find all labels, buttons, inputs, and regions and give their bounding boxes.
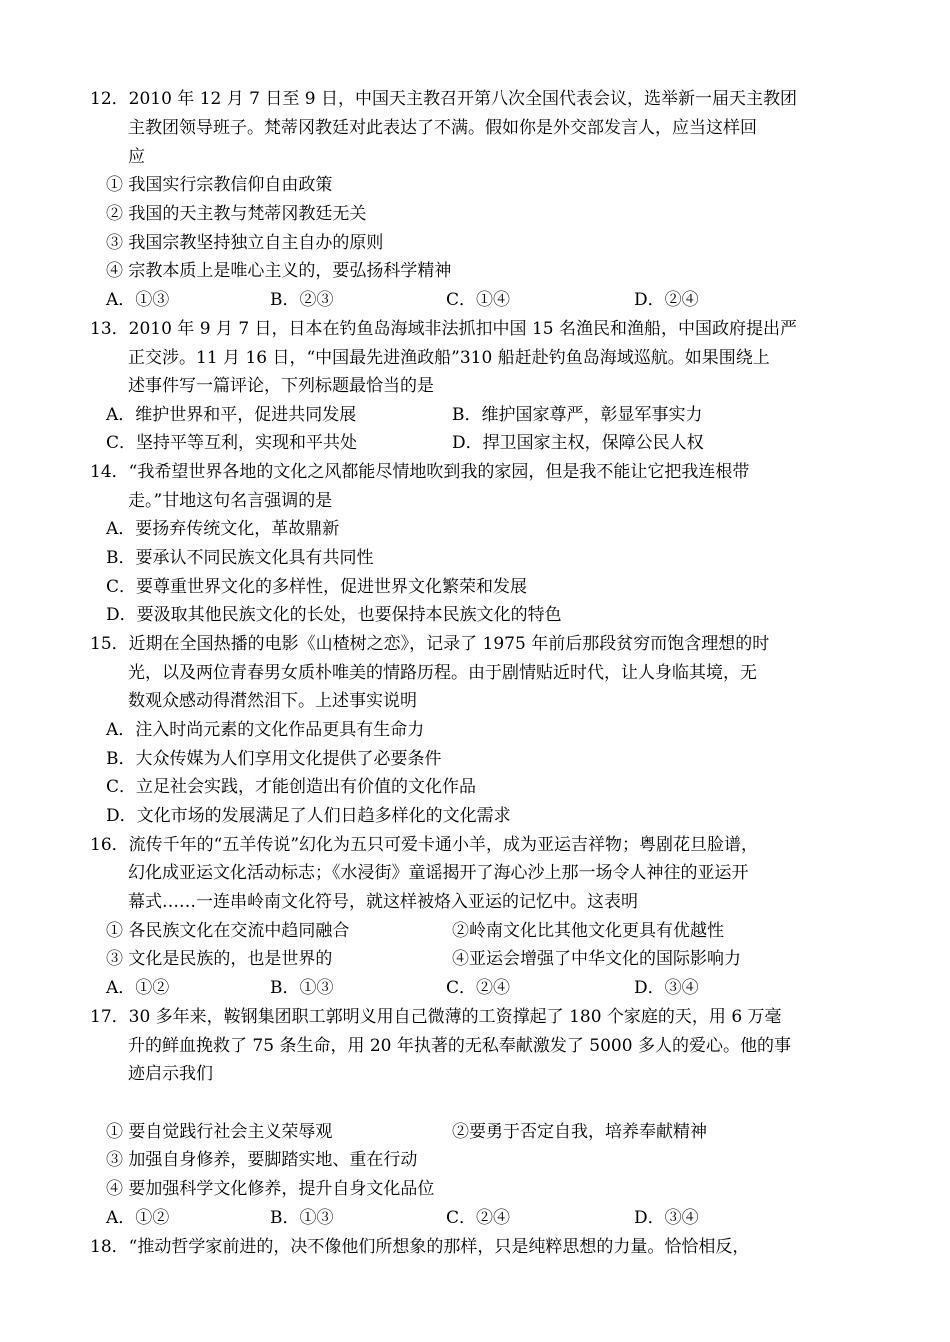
question-15-choice-a: A．注入时尚元素的文化作品更具有生命力 [106,720,425,740]
question-13-stem-line-1: 13．2010 年 9 月 7 日，日本在钓鱼岛海域非法抓扣中国 15 名渔民和渔船，中国政府提出严 [90,319,797,339]
question-13-choice-c: C．坚持平等互利，实现和平共处 [106,433,358,453]
question-12-stem-line-1: 12．2010 年 12 月 7 日至 9 日，中国天主教召开第八次全国代表会议，选举新一届天主教团 [90,89,797,109]
question-17-item-1: ① 要自觉践行社会主义荣辱观 [106,1122,333,1142]
question-15-choice-c: C．立足社会实践，才能创造出有价值的文化作品 [106,777,477,797]
question-15-choice-b: B．大众传媒为人们享用文化提供了必要条件 [106,749,442,769]
question-14-choice-d: D．要汲取其他民族文化的长处，也要保持本民族文化的特色 [106,605,562,625]
question-13-stem-line-2: 正交涉。11 月 16 日，“中国最先进渔政船”310 船赶赴钓鱼岛海域巡航。如果围绕上 [128,348,770,368]
question-13-choice-a: A．维护世界和平，促进共同发展 [106,405,357,425]
question-16-item-3: ③ 文化是民族的，也是世界的 [106,949,333,969]
question-12-choice-d: D．②④ [634,290,699,310]
question-14-choice-a: A．要扬弃传统文化，革故鼎新 [106,519,340,539]
question-17-item-4: ④ 要加强科学文化修养，提升自身文化品位 [106,1179,435,1199]
question-17-stem-line-1: 17．30 多年来，鞍钢集团职工郭明义用自己微薄的工资撑起了 180 个家庭的天，用 6 万毫 [90,1007,782,1027]
question-12-item-3: ③ 我国宗教坚持独立自主自办的原则 [106,233,384,253]
question-12-stem-line-2: 主教团领导班子。梵蒂冈教廷对此表达了不满。假如你是外交部发言人，应当这样回 [128,118,757,138]
question-12-stem-line-3: 应 [128,147,145,167]
question-15-stem-line-1: 15．近期在全国热播的电影《山楂树之恋》，记录了 1975 年前后那段贫穷而饱含理想的时 [90,634,770,654]
question-14-choice-c: C．要尊重世界文化的多样性，促进世界文化繁荣和发展 [106,577,528,597]
question-16-choice-d: D．③④ [634,978,699,998]
question-16-choice-a: A．①② [106,978,170,998]
question-17-item-2: ②要勇于否定自我，培养奉献精神 [452,1122,707,1142]
question-14-stem-line-1: 14．“我希望世界各地的文化之风都能尽情地吹到我的家园，但是我不能让它把我连根带 [90,462,750,482]
question-12-choice-a: A．①③ [106,290,170,310]
question-13-choice-d: D．捍卫国家主权，保障公民人权 [452,433,704,453]
question-15-stem-line-2: 光，以及两位青春男女质朴唯美的情路历程。由于剧情贴近时代，让人身临其境，无 [128,663,757,683]
question-12-item-1: ① 我国实行宗教信仰自由政策 [106,175,333,195]
question-16-item-1: ① 各民族文化在交流中趋同融合 [106,921,350,941]
question-18-stem-line-1: 18．“推动哲学家前进的，决不像他们所想象的那样，只是纯粹思想的力量。恰恰相反， [90,1237,750,1257]
question-16-stem-line-1: 16．流传千年的“五羊传说”幻化为五只可爱卡通小羊，成为亚运吉祥物；粤剧花旦脸谱， [90,835,759,855]
question-15-choice-d: D．文化市场的发展满足了人们日趋多样化的文化需求 [106,806,511,826]
question-17-stem-line-3: 迹启示我们 [128,1064,213,1084]
question-17-choice-d: D．③④ [634,1208,699,1228]
question-16-item-2: ②岭南文化比其他文化更具有优越性 [452,921,724,941]
question-17-item-3: ③ 加强自身修养，要脚踏实地、重在行动 [106,1150,418,1170]
question-17-choice-a: A．①② [106,1208,170,1228]
question-13-choice-b: B．维护国家尊严，彰显军事实力 [452,405,703,425]
question-14-choice-b: B．要承认不同民族文化具有共同性 [106,548,374,568]
question-16-choice-b: B．①③ [270,978,334,998]
question-12-choice-b: B．②③ [270,290,334,310]
question-12-item-4: ④ 宗教本质上是唯心主义的，要弘扬科学精神 [106,261,452,281]
question-15-stem-line-3: 数观众感动得潸然泪下。上述事实说明 [128,691,417,711]
question-12-choice-c: C．①④ [446,290,511,310]
question-12-item-2: ② 我国的天主教与梵蒂冈教廷无关 [106,204,367,224]
question-16-stem-line-3: 幕式……一连串岭南文化符号，就这样被烙入亚运的记忆中。这表明 [128,892,638,912]
question-16-choice-c: C．②④ [446,978,511,998]
question-17-choice-c: C．②④ [446,1208,511,1228]
question-17-choice-b: B．①③ [270,1208,334,1228]
question-14-stem-line-2: 走。”甘地这句名言强调的是 [128,491,333,511]
question-16-stem-line-2: 幻化成亚运文化活动标志；《水浸街》童谣揭开了海心沙上那一场令人神往的亚运开 [128,863,749,883]
question-17-stem-line-2: 升的鲜血挽救了 75 条生命，用 20 年执著的无私奉献激发了 5000 多人的爱心。他的事 [128,1036,791,1056]
question-16-item-4: ④亚运会增强了中华文化的国际影响力 [452,949,741,969]
question-13-stem-line-3: 述事件写一篇评论，下列标题最恰当的是 [128,376,434,396]
